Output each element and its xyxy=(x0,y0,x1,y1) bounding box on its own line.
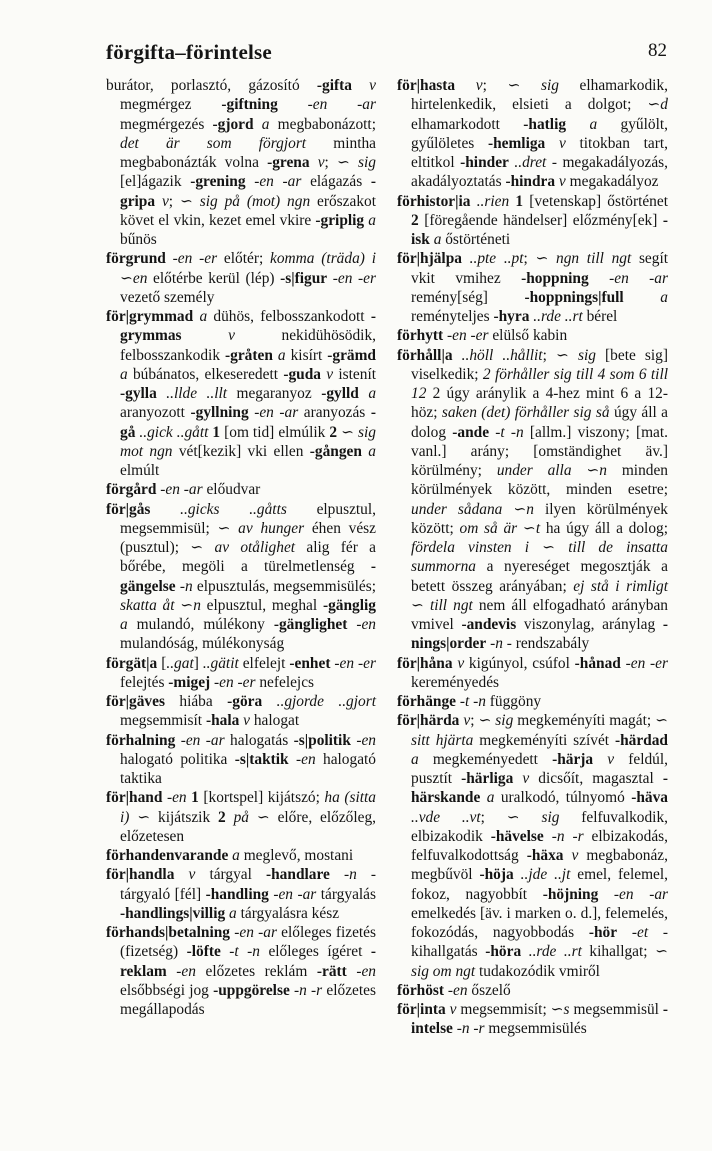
page-header-title: förgifta–förintelse xyxy=(106,40,272,64)
dictionary-entry: för|håna v kigúnyol, csúfol -hånad -en -er kereményedés xyxy=(397,654,668,691)
dictionary-entry: förhytt -en -er elülső kabin xyxy=(397,327,568,345)
right-column xyxy=(397,76,668,1039)
dictionary-entry: för|grymmad a dühös, felbosszankodott -grymmas v nekidühösödik, felbosszankodik -gråten a kisírt -grämd a búbánatos, elkeseredett -guda v istenít -gylla ..llde ..llt megaranyoz -gylld a aranyozott -gyllning -en -ar aranyozás -gå ..gick ..gått 1 [om tid] elmúlik 2 ∽ sig mot ngn vét[kezik] vki ellen -gången a elmúlt xyxy=(106,308,377,479)
dictionary-entry: burátor, porlasztó, gázosító -gifta v megmérgez -giftning -en -ar megmérgezés -gjord a megbabonázott; det är som förgjort mintha megbabonázták volna -grena v; ∽ sig [el]ágazik -grening -en -ar elágazás -gripa v; ∽ sig på (mot) ngn erőszakot követ el vkin, kezet emel vkire -griplig a bűnös xyxy=(106,77,377,248)
dictionary-entry: för|gäves hiába -göra ..gjorde ..gjort megsemmisít -hala v halogat xyxy=(106,693,376,730)
page-number: 82 xyxy=(648,40,667,61)
dictionary-entry: förgät|a [..gat] ..gätit elfelejt -enhet -en -er felejtés -migej -en -er nefelejcs xyxy=(106,654,376,691)
dictionary-entry: förgård -en -ar előudvar xyxy=(106,481,261,499)
dictionary-entry: förhistor|ia ..rien 1 [vetenskap] őstörténet 2 [föregående händelser] előzmény[ek] -isk a őstörténeti xyxy=(397,192,668,248)
dictionary-entry: förhåll|a ..höll ..hållit; ∽ sig [bete sig] viselkedik; 2 förhåller sig till 4 som 6 till 12 2 úgy aránylik a 4-hez mint 6 a 12-höz; saken (det) förhåller sig så úgy áll a dolog -ande -t -n [allm.] viszony; [mat. vanl.] arány; [omständighet äv.] körülmény; under alla ∽n minden körülmények között, minden esetre; under sådana ∽n ilyen körülmények között; om så är ∽t ha úgy áll a dolog; fördela vinsten i ∽ till de insatta summorna a nyereséget megosztják a betett összeg arányában; ej stå i rimligt ∽ till ngt nem áll elfogadható arányban vmivel -andevis viszonylag, aránylag -nings|order -n - rendszabály xyxy=(397,346,669,653)
dictionary-entry: för|hjälpa ..pte ..pt; ∽ ngn till ngt segít vkit vmihez -hoppning -en -ar remény[ség] -hoppnings|full a reményteljes -hyra ..rde ..rt bérel xyxy=(397,250,669,325)
dictionary-entry: för|hand -en 1 [kortspel] kijátszó; ha (sitta i) ∽ kijátszik 2 på ∽ előre, előzőleg, előzetesen xyxy=(106,789,377,845)
dictionary-entry: förgrund -en -er előtér; komma (träda) i ∽en előtérbe kerül (lép) -s|figur -en -er vezető személy xyxy=(106,250,376,306)
dictionary-entry: förhalning -en -ar halogatás -s|politik -en halogató politika -s|taktik -en halogató taktika xyxy=(106,731,376,787)
dictionary-entry: förhöst -en őszelő xyxy=(397,981,511,999)
left-column xyxy=(106,76,376,1019)
dictionary-entry: förhandenvarande a meglevő, mostani xyxy=(106,847,354,864)
dictionary-entry: för|hasta v; ∽ sig elhamarkodik, hirtelenkedik, elsieti a dolgot; ∽d elhamarkodott -hatlig a gyűlölt, gyűlöletes -hemliga v titokban tart, eltitkol -hinder ..dret - megakadályozás, akadályoztatás -hindra v megakadályoz xyxy=(397,77,669,191)
dictionary-entry: för|härda v; ∽ sig megkeményíti magát; ∽ sitt hjärta megkeményíti szívét -härdad a megkeményedett -härja v feldúl, pusztít -härliga v dicsőít, magasztal -härskande a uralkodó, túlnyomó -häva ..vde ..vt; ∽ sig felfuvalkodik, elbizakodik -hävelse -n -r elbizakodás, felfuvalkodottság -häxa v megbabonáz, megbűvöl -höja ..jde ..jt emel, felemel, fokoz, nagyobbít -höjning -en -ar emelkedés [äv. i marken o. d.], felemelés, fokozódás, nagyobbodás -hör -et - kihallgatás -höra ..rde ..rt kihallgat; ∽ sig om ngt tudakozódik vmiről xyxy=(397,712,669,980)
dictionary-entry: för|handla v tárgyal -handlare -n - tárgyaló [fél] -handling -en -ar tárgyalás -handlings|villig a tárgyalásra kész xyxy=(106,866,377,922)
dictionary-entry: för|gås ..gicks ..gåtts elpusztul, megsemmisül; ∽ av hunger éhen vész (pusztul); ∽ av otålighet alig fér a bőrébe, megöli a türelmetlenség -gängelse -n elpusztulás, megsemmisülés; skatta åt ∽n elpusztul, meghal -gänglig a mulandó, múlékony -gänglighet -en mulandóság, múlékonyság xyxy=(106,500,376,653)
dictionary-entry: förhänge -t -n függöny xyxy=(397,693,542,710)
dictionary-entry: för|inta v megsemmisít; ∽s megsemmisül -intelse -n -r megsemmisülés xyxy=(397,1001,668,1038)
dictionary-entry: förhands|betalning -en -ar előleges fizetés (fizetség) -löfte -t -n előleges ígéret -reklam -en előzetes reklám -rätt -en elsőbbségi jog -uppgörelse -n -r előzetes megállapodás xyxy=(106,924,376,1018)
